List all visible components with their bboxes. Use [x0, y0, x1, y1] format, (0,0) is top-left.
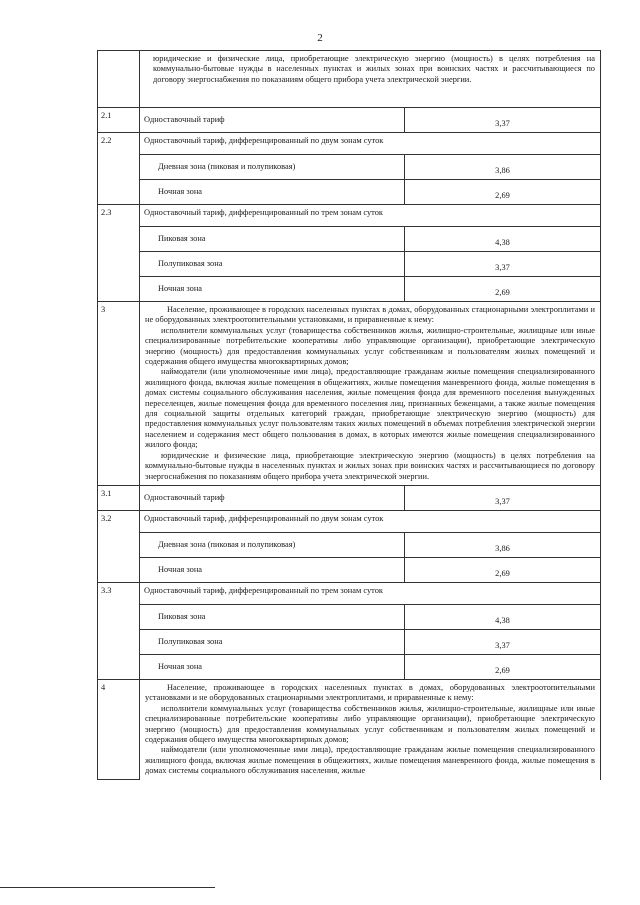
description-paragraph: наймодатели (или уполномоченные ими лица), предоставляющие гражданам жилые помещения специализированного жилищного фонда, включая жилые помещения в общежитиях, жилые помещения маневренного фонда, жилые помещения в домах системы социального обслуживания населения, жилые	[145, 745, 595, 776]
tariff-label: Одноставочный тариф, дифференцированный по трем зонам суток	[140, 582, 601, 604]
zone-label: Ночная зона	[140, 277, 405, 302]
zone-label: Дневная зона (пиковая и полупиковая)	[140, 155, 405, 180]
description-paragraph: исполнители коммунальных услуг (товарищества собственников жилья, жилищно-строительные, жилищные или иные специализированные потребительские кооперативы либо управляющие организации), приобретающие электрическую энергию (мощность) для предоставления коммунальных услуг собственникам и пользователям жилых помещений и содержания общего имущества многоквартирных домов;	[145, 325, 595, 367]
row-number	[98, 51, 140, 108]
zone-label: Ночная зона	[140, 180, 405, 205]
table-row	[98, 679, 601, 779]
zone-value: 3,37	[405, 252, 601, 277]
row-number: 2.2	[98, 133, 140, 205]
zone-value: 3,37	[405, 629, 601, 654]
tariff-value: 3,37	[405, 108, 601, 133]
section-description	[140, 51, 601, 108]
description-paragraph: исполнители коммунальных услуг (товарищества собственников жилья, жилищно-строительные, жилищные или иные специализированные потребительские кооперативы либо управляющие организации), приобретающие электрическую энергию (мощность) для предоставления коммунальных услуг собственникам и пользователям жилых помещений и содержания общего имущества многоквартирных домов;	[145, 703, 595, 744]
description-paragraph: Население, проживающее в городских населенных пунктах в домах, оборудованных электроотопительными установками и не оборудованных стационарными электроплитами, и приравненные к нему:	[145, 682, 595, 703]
table-row	[98, 205, 601, 227]
zone-value: 4,38	[405, 227, 601, 252]
table-row	[98, 557, 601, 582]
table-row	[98, 532, 601, 557]
table-row	[98, 654, 601, 679]
footnote-divider	[0, 887, 215, 888]
table-row	[98, 582, 601, 604]
description-paragraph: юридические и физические лица, приобретающие электрическую энергию (мощность) в целях потребления на коммунально-бытовые нужды в населенных пунктах и жилых зонах при воинских частях и рассчитывающиеся по договору энергоснабжения по показаниям общего прибора учета электрической энергии.	[145, 450, 595, 481]
description-paragraph: Население, проживающее в городских населенных пунктах в домах, оборудованных стационарными электроплитами и не оборудованных электроотопительными установками, и приравненные к нему:	[145, 305, 595, 325]
zone-label: Полупиковая зона	[140, 629, 405, 654]
tariff-label: Одноставочный тариф, дифференцированный по двум зонам суток	[140, 510, 601, 532]
zone-label: Ночная зона	[140, 557, 405, 582]
table-row	[98, 180, 601, 205]
description-paragraph: наймодатели (или уполномоченные ими лица), предоставляющие гражданам жилые помещения специализированного жилищного фонда, включая жилые помещения в общежитиях, жилые помещения маневренного фонда, жилые помещения в домах системы социального обслуживания населения, жилые помещения фонда для временного поселения вынужденных переселенцев, жилые помещения фонда для временного поселения лиц, признанных беженцами, а также жилые помещения для социальной защиты отдельных категорий граждан, приобретающие электрическую энергию (мощность) для предоставления коммунальных услуг пользователям таких жилых помещений в объемах потребления электрической энергии населением и содержания мест общего пользования в домах, в которых имеются жилые помещения специализированного жилого фонда;	[145, 367, 595, 450]
zone-value: 2,69	[405, 557, 601, 582]
section-description	[140, 302, 601, 486]
zone-value: 3,86	[405, 155, 601, 180]
tariff-label: Одноставочный тариф	[140, 485, 405, 510]
table-row	[98, 155, 601, 180]
row-number: 3	[98, 302, 140, 486]
row-number: 3.2	[98, 510, 140, 582]
tariff-label: Одноставочный тариф	[140, 108, 405, 133]
table-row	[98, 629, 601, 654]
table-row	[98, 252, 601, 277]
zone-value: 2,69	[405, 180, 601, 205]
page-number: 2	[317, 32, 323, 44]
table-row	[98, 302, 601, 486]
row-number: 3.1	[98, 485, 140, 510]
tariff-table	[97, 50, 601, 780]
table-row	[98, 51, 601, 108]
zone-label: Пиковая зона	[140, 604, 405, 629]
row-number: 4	[98, 679, 140, 779]
zone-label: Пиковая зона	[140, 227, 405, 252]
zone-label: Полупиковая зона	[140, 252, 405, 277]
row-number: 2.3	[98, 205, 140, 302]
row-number: 3.3	[98, 582, 140, 679]
zone-value: 2,69	[405, 277, 601, 302]
zone-value: 3,86	[405, 532, 601, 557]
zone-label: Дневная зона (пиковая и полупиковая)	[140, 532, 405, 557]
tariff-label: Одноставочный тариф, дифференцированный по трем зонам суток	[140, 205, 601, 227]
table-row	[98, 485, 601, 510]
table-row	[98, 510, 601, 532]
tariff-value: 3,37	[405, 485, 601, 510]
zone-value: 4,38	[405, 604, 601, 629]
zone-label: Ночная зона	[140, 654, 405, 679]
section-description	[140, 679, 601, 779]
table-row	[98, 277, 601, 302]
table-row	[98, 227, 601, 252]
description-paragraph: юридические и физические лица, приобретающие электрическую энергию (мощность) в целях потребления на коммунально-бытовые нужды в населенных пунктах и жилых зонах при воинских частях и рассчитывающиеся по договору энергоснабжения по показаниям общего прибора учета электрической энергии.	[153, 54, 595, 84]
table-row	[98, 133, 601, 155]
table-row	[98, 108, 601, 133]
zone-value: 2,69	[405, 654, 601, 679]
table-row	[98, 604, 601, 629]
row-number: 2.1	[98, 108, 140, 133]
tariff-label: Одноставочный тариф, дифференцированный по двум зонам суток	[140, 133, 601, 155]
